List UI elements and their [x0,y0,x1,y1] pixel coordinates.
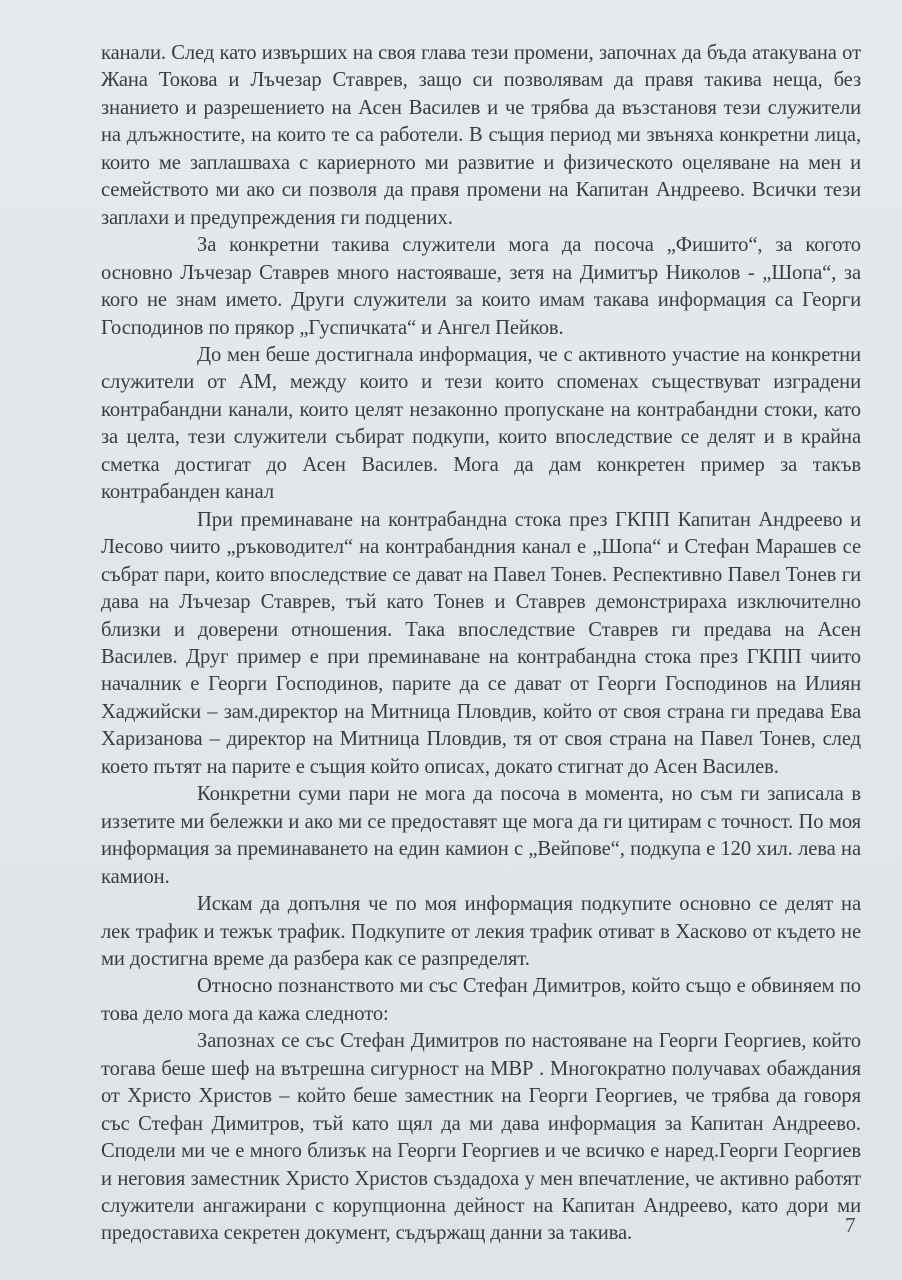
paragraph-5: Конкретни суми пари не мога да посоча в момента, но съм ги записала в иззетите ми бележки и ако ми се предоставят ще мога да ги цитирам с точност. По моя информация за преминаването на един камион с „Вейпове“, подкупа е 120 хил. лева на камион. [101,783,861,888]
paragraph-6: Искам да допълня че по моя информация подкупите основно се делят на лек трафик и тежък трафик. Подкупите от лекия трафик отиват в Хасково от където не ми достигна време да разбера как се разпределят. [101,893,861,970]
paragraph-2: За конкретни такива служители мога да посоча „Фишито“, за когото основно Лъчезар Ставрев много настояваше, зетя на Димитър Николов - „Шопа“, за кого не знам името. Други служители за които имам такава информация са Георги Господинов по прякор „Гуспичката“ и Ангел Пейков. [101,234,861,339]
paragraph-7: Относно познанството ми със Стефан Димитров, който също е обвиняем по това дело мога да кажа следното: [101,975,861,1025]
document-body [101,40,861,1248]
page-number: 7 [845,1213,856,1237]
paragraph-1: канали. След като извърших на своя глава тези промени, започнах да бъда атакувана от Жана Токова и Лъчезар Ставрев, защо си позволявам да правя такива неща, без знанието и разрешението на Асен Василев и че трябва да възстановя тези служители на длъжностите, на които те са работели. В същия период ми звъняха конкретни лица, които ме заплашваха с кариерното ми развитие и физическото оцеляване на мен и семейството ми ако си позволя да правя промени на Капитан Андреево. Всички тези заплахи и предупреждения ги подцених. [101,42,861,229]
paragraph-4: При преминаване на контрабандна стока през ГКПП Капитан Андреево и Лесово чиито „ръководител“ на контрабандния канал е „Шопа“ и Стефан Марашев се събрат пари, които впоследствие се дават на Павел Тонев. Респективно Павел Тонев ги дава на Лъчезар Ставрев, тъй като Тонев и Ставрев демонстрираха изключително близки и доверени отношения. Така впоследствие Ставрев ги предава на Асен Василев. Друг пример е при преминаване на контрабандна стока през ГКПП чиито началник е Георги Господинов, парите да се дават от Георги Господинов на Илиян Хаджийски – зам.директор на Митница Пловдив, който от своя страна ги предава Ева Харизанова – директор на Митница Пловдив, тя от своя страна на Павел Тонев, след което пътят на парите е същия който описах, докато стигнат до Асен Василев. [101,508,861,778]
paragraph-3: До мен беше достигнала информация, че с активното участие на конкретни служители от АМ, между които и тези които споменах съществуват изградени контрабандни канали, които целят незаконно пропускане на контрабандни стоки, като за целта, тези служители събират подкупи, които впоследствие се делят и в крайна сметка достигат до Асен Василев. Мога да дам конкретен пример за такъв контрабанден канал [101,343,861,504]
paragraph-8: Запознах се със Стефан Димитров по настояване на Георги Георгиев, който тогава беше шеф на вътрешна сигурност на МВР . Многократно получавах обаждания от Христо Христов – който беше заместник на Георги Георгиев, че трябва да говоря със Стефан Димитров, тъй като щял да ми дава информация за Капитан Андреево. Сподели ми че е много близък на Георги Георгиев и че всичко е наред.Георги Георгиев и неговия заместник Христо Христов създадоха у мен впечатление, че активно работят служители ангажирани с корупционна дейност на Капитан Андреево, като дори ми предоставиха секретен документ, съдържащ данни за такива. [101,1030,861,1245]
